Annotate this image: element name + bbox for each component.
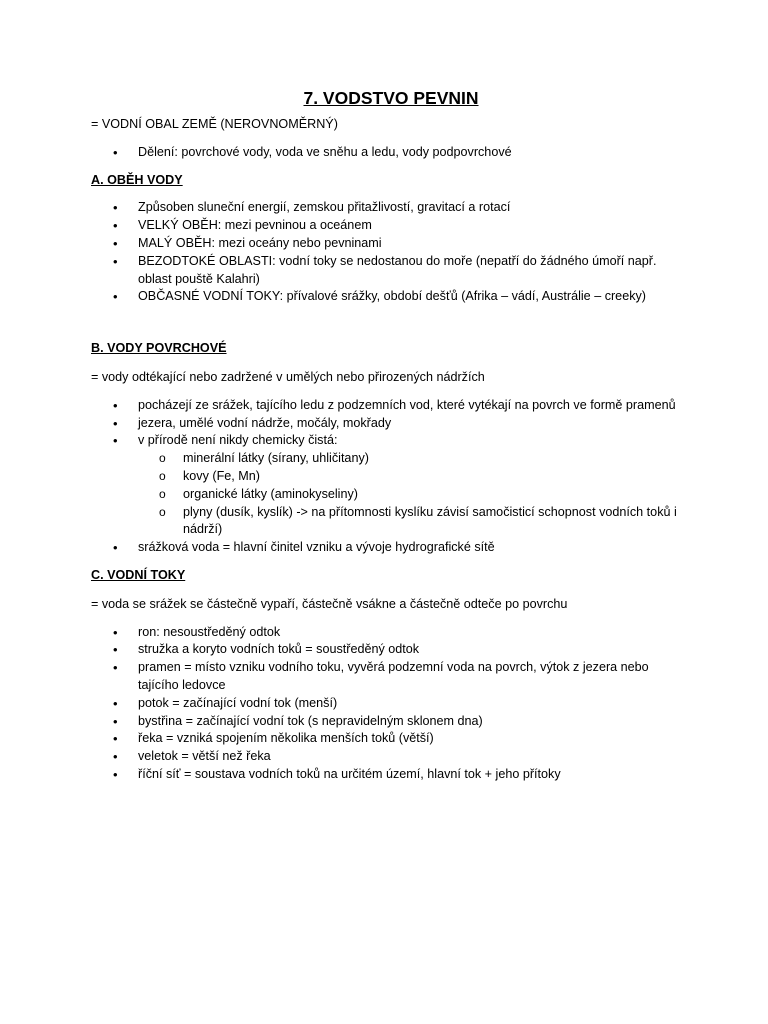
section-b-intro: = vody odtékající nebo zadržené v umělých nebo přirozených nádržích xyxy=(91,369,485,384)
section-c-bullet-list xyxy=(91,624,691,784)
list-item: • řeka = vzniká spojením několika menších toků (větší) xyxy=(91,730,691,748)
list-item: • VELKÝ OBĚH: mezi pevninou a oceánem xyxy=(91,217,691,235)
section-b-bullet-list xyxy=(91,397,691,557)
section-c-intro: = voda se srážek se částečně vypaří, částečně vsákne a částečně odteče po povrchu xyxy=(91,596,568,611)
intro-bullet-list xyxy=(91,144,691,162)
list-item: • BEZODTOKÉ OBLASTI: vodní toky se nedostanou do moře (nepatří do žádného úmoří např. oblast pouště Kalahri) xyxy=(91,253,691,289)
list-item: • bystřina = začínající vodní tok (s nepravidelným sklonem dna) xyxy=(91,713,691,731)
list-item-text: v přírodě není nikdy chemicky čistá: xyxy=(138,433,338,448)
list-item: • pramen = místo vzniku vodního toku, vyvěrá podzemní voda na povrch, výtok z jezera nebo tajícího ledovce xyxy=(91,659,691,695)
list-item: • MALÝ OBĚH: mezi oceány nebo pevninami xyxy=(91,235,691,253)
list-item: • říční síť = soustava vodních toků na určitém území, hlavní tok + jeho přítoky xyxy=(91,766,691,784)
list-item xyxy=(91,432,691,539)
document-title: 7. VODSTVO PEVNIN xyxy=(303,88,479,108)
list-item: • pocházejí ze srážek, tajícího ledu z podzemních vod, které vytékají na povrch ve formě pramenů xyxy=(91,397,691,415)
list-item: • veletok = větší než řeka xyxy=(91,748,691,766)
list-item: • stružka a koryto vodních toků = soustředěný odtok xyxy=(91,641,691,659)
sub-list-item: o plyny (dusík, kyslík) -> na přítomnosti kyslíku závisí samočisticí schopnost vodních toků i nádrží) xyxy=(138,504,691,540)
section-heading-b: B. VODY POVRCHOVÉ xyxy=(91,341,227,356)
section-heading-c: C. VODNÍ TOKY xyxy=(91,567,186,582)
sub-bullet-list xyxy=(138,450,691,539)
section-heading-a: A. OBĚH VODY xyxy=(91,172,183,187)
intro-text: = VODNÍ OBAL ZEMĚ (NEROVNOMĚRNÝ) xyxy=(91,117,338,131)
list-item: • jezera, umělé vodní nádrže, močály, mokřady xyxy=(91,415,691,433)
list-item: • srážková voda = hlavní činitel vzniku a vývoje hydrografické sítě xyxy=(91,539,691,557)
list-item: • Dělení: povrchové vody, voda ve sněhu a ledu, vody podpovrchové xyxy=(91,144,691,162)
sub-list-item: o minerální látky (sírany, uhličitany) xyxy=(138,450,691,468)
list-item: • Způsoben sluneční energií, zemskou přitažlivostí, gravitací a rotací xyxy=(91,199,691,217)
section-a-bullet-list xyxy=(91,199,691,306)
list-item: • OBČASNÉ VODNÍ TOKY: přívalové srážky, období dešťů (Afrika – vádí, Austrálie – creeky) xyxy=(91,288,691,306)
list-item: • potok = začínající vodní tok (menší) xyxy=(91,695,691,713)
list-item: • ron: nesoustředěný odtok xyxy=(91,624,691,642)
sub-list-item: o kovy (Fe, Mn) xyxy=(138,468,691,486)
sub-list-item: o organické látky (aminokyseliny) xyxy=(138,486,691,504)
document-page xyxy=(91,86,691,784)
